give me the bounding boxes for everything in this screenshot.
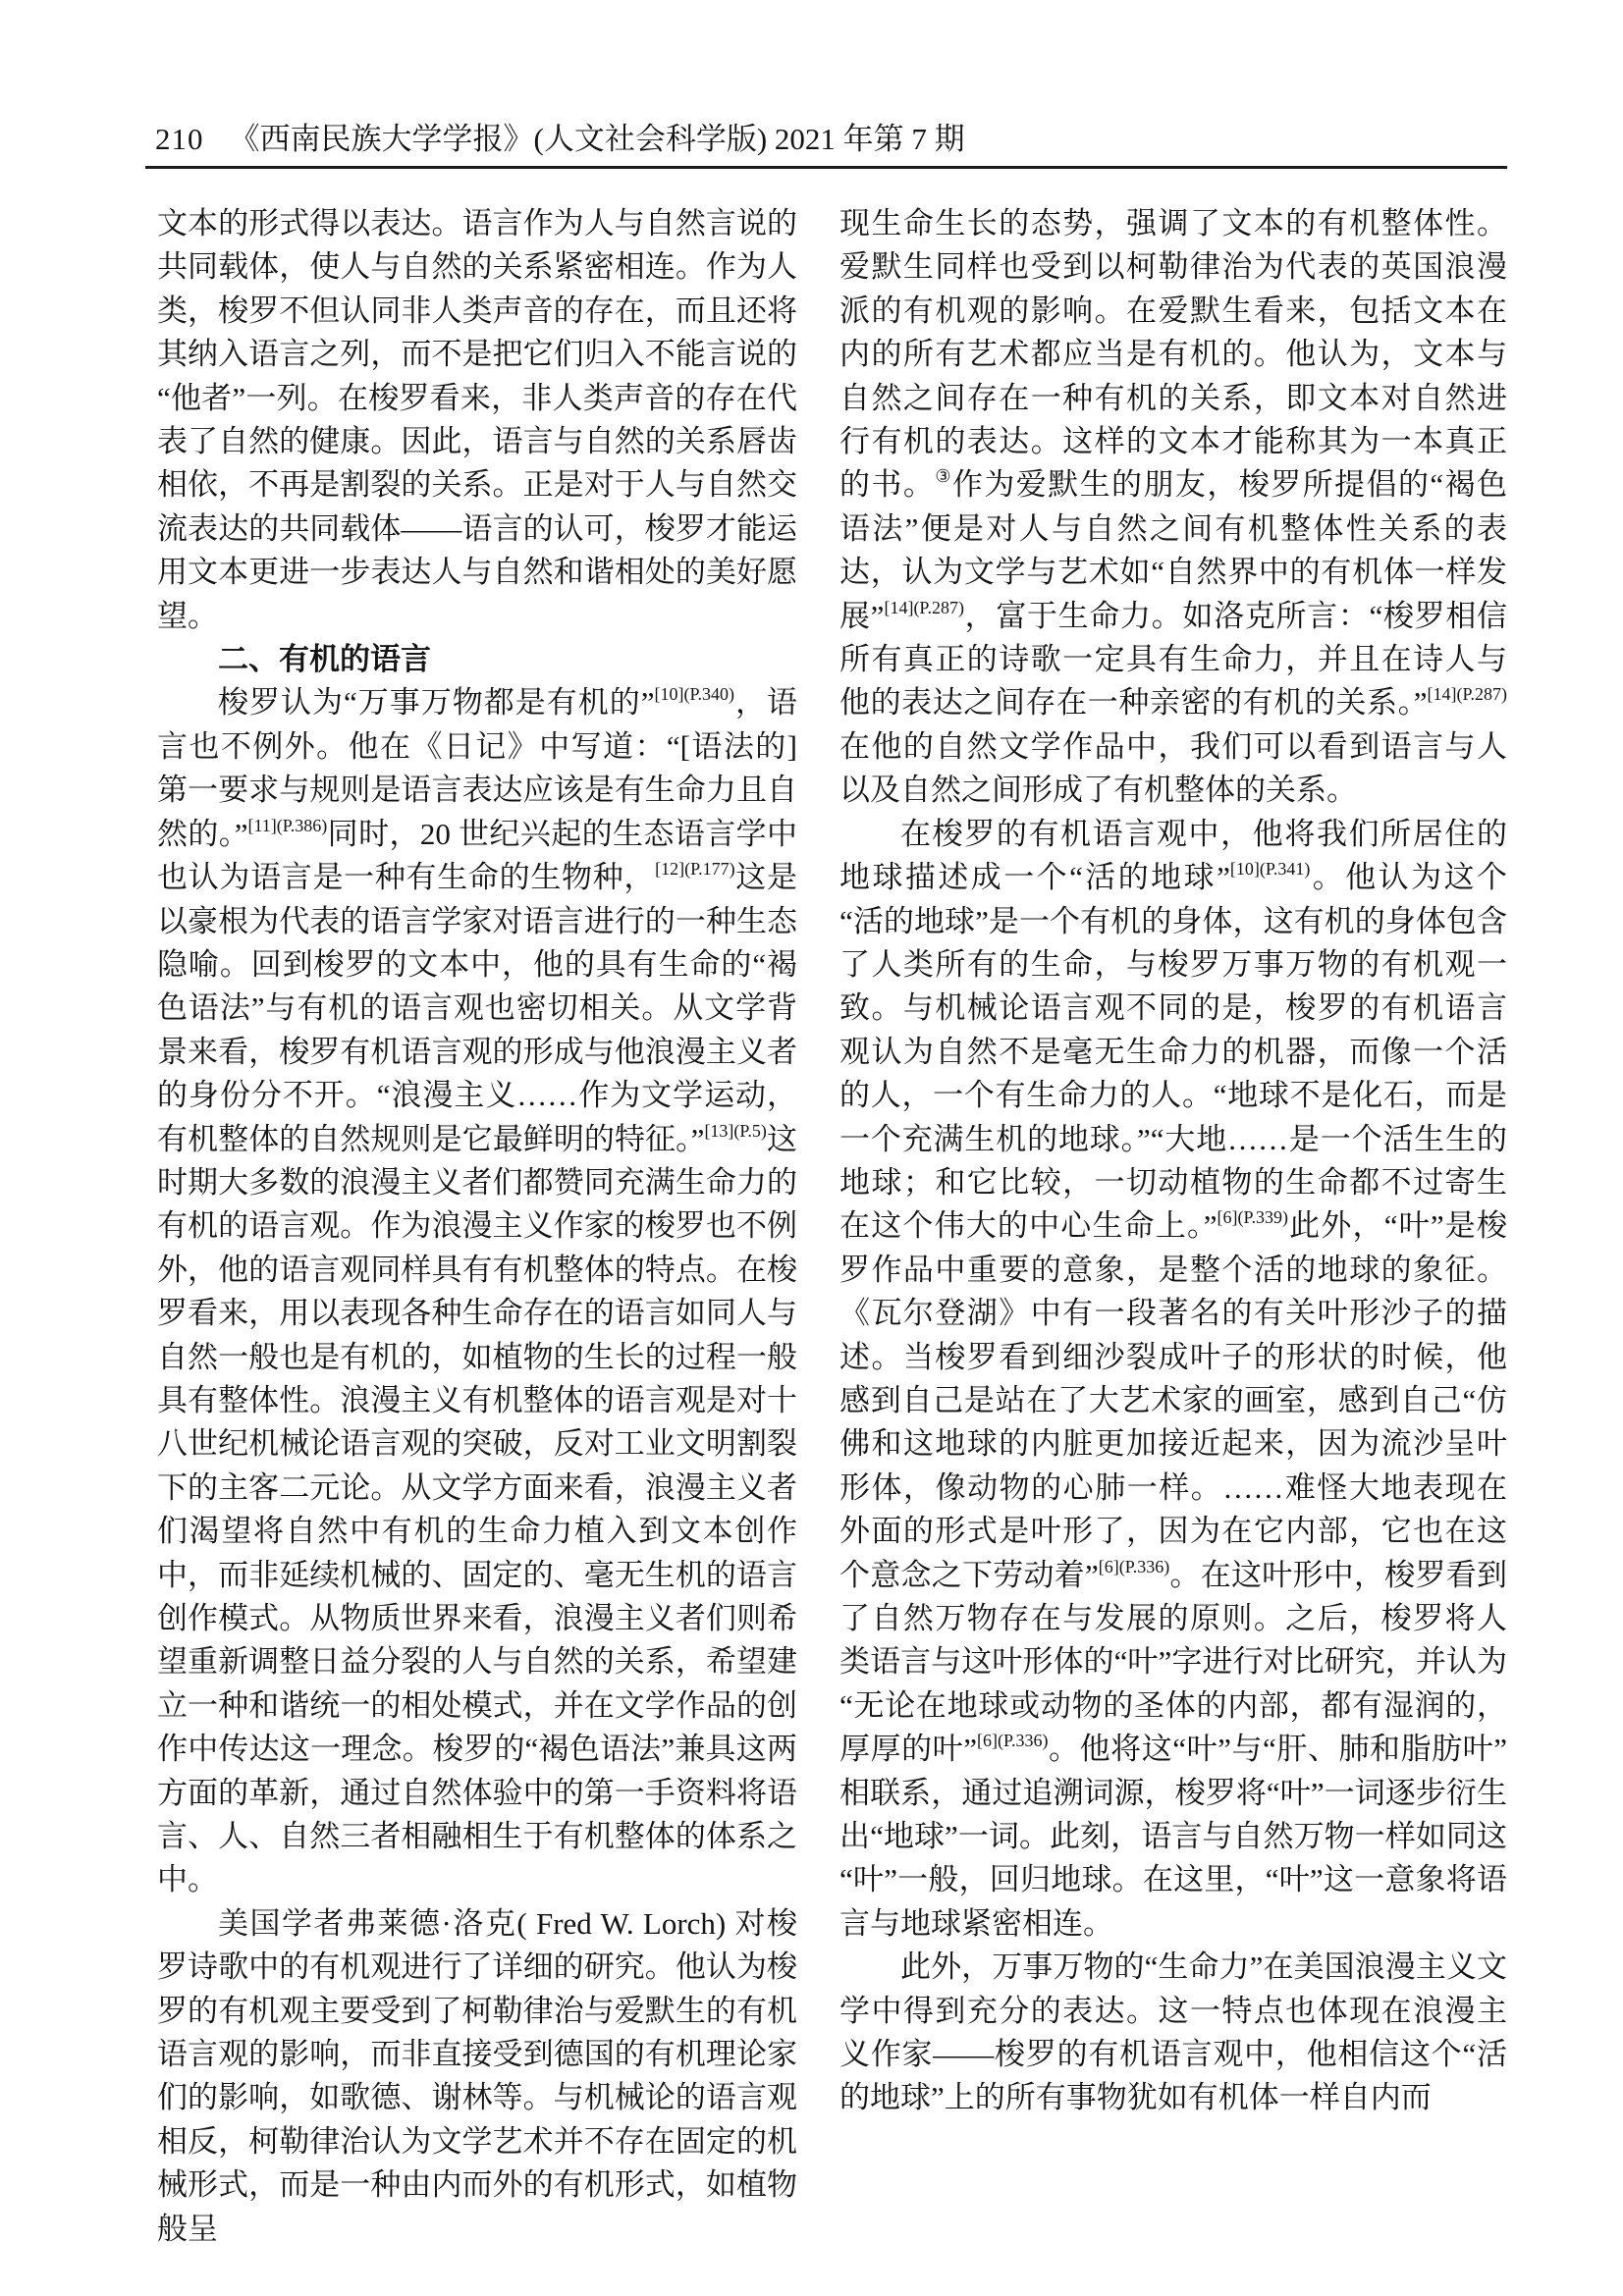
left-column	[157, 202, 797, 2251]
citation-marker: [10](P.340)	[654, 684, 734, 705]
citation-marker: [14](P.287)	[1427, 684, 1507, 705]
citation-marker: [11](P.386)	[247, 815, 328, 835]
footnote-marker: ③	[935, 466, 952, 487]
citation-marker: [6](P.336)	[1098, 1556, 1170, 1576]
citation-marker: [13](P.5)	[704, 1120, 767, 1141]
paragraph: 文本的形式得以表达。语言作为人与自然言说的共同载体，使人与自然的关系紧密相连。作为人类，梭罗不但认同非人类声音的存在，而且还将其纳入语言之列，而不是把它们归入不能言说的“他者”一列。在梭罗看来，非人类声音的存在代表了自然的健康。因此，语言与自然的关系唇齿相依，不再是割裂的关系。正是对于人与自然交流表达的共同载体——语言的认可，梭罗才能运用文本更进一步表达人与自然和谐相处的美好愿望。	[157, 206, 797, 633]
paragraph: 美国学者弗莱德·洛克( Fred W. Lorch) 对梭罗诗歌中的有机观进行了详细的研究。他认为梭罗的有机观主要受到了柯勒律治与爱默生的有机语言观的影响，而非直接受到德国的有机理论家们的影响，如歌德、谢林等。与机械论的语言观相反，柯勒律治认为文学艺术并不存在固定的机械形式，而是一种由内而外的有机形式，如植物般呈	[157, 1905, 797, 2246]
paragraph: 在梭罗的有机语言观中，他将我们所居住的地球描述成一个“活的地球”$^{[10](P.341)}$。他认为这个“活的地球”是一个有机的身体，这有机的身体包含了人类所有的生命，与梭罗万事万物的有机观一致。与机械论语言观不同的是，梭罗的有机语言观认为自然不是毫无生命力的机器，而像一个活的人，一个有生命力的人。“地球不是化石，而是一个充满生机的地球。”“大地……是一个活生生的地球；和它比较，一切动植物的生命都不过寄生在这个伟大的中心生命上。”$^{[6](P.339)}$此外，“叶”是梭罗作品中重要的意象，是整个活的地球的象征。《瓦尔登湖》中有一段著名的有关叶形沙子的描述。当梭罗看到细沙裂成叶子的形状的时候，他感到自己是站在了大艺术家的画室，感到自己“仿佛和这地球的内脏更加接近起来，因为流沙呈叶形体，像动物的心肺一样。……难怪大地表现在外面的形式是叶形了，因为在它内部，它也在这个意念之下劳动着”$^{[6](P.336)}$。在这叶形中，梭罗看到了自然万物存在与发展的原则。之后，梭罗将人类语言与这叶形体的“叶”字进行对比研究，并认为“无论在地球或动物的圣体的内部，都有湿润的，厚厚的叶”$^{[6](P.336)}$。他将这“叶”与“肝、肺和脂肪叶”相联系，通过追溯词源，梭罗将“叶”一词逐步衍生出“地球”一词。此刻，语言与自然万物一样如同这“叶”一般，回归地球。在这里，“叶”这一意象将语言与地球紧密相连。	[839, 816, 1508, 1941]
paragraph: 现生命生长的态势，强调了文本的有机整体性。爱默生同样也受到以柯勒律治为代表的英国浪漫派的有机观的影响。在爱默生看来，包括文本在内的所有艺术都应当是有机的。他认为，文本与自然之间存在一种有机的关系，即文本对自然进行有机的表达。这样的文本才能称其为一本真正的书。③作为爱默生的朋友，梭罗所提倡的“褐色语法”便是对人与自然之间有机整体性关系的表达，认为文学与艺术如“自然界中的有机体一样发展”$^{[14](P.287)}$，富于生命力。如洛克所言：“梭罗相信所有真正的诗歌一定具有生命力，并且在诗人与他的表达之间存在一种亲密的有机的关系。”$^{[14](P.287)}$在他的自然文学作品中，我们可以看到语言与人以及自然之间形成了有机整体的关系。	[839, 206, 1508, 808]
header-rule	[145, 166, 1507, 169]
paragraph: 梭罗认为“万事万物都是有机的”$^{[10](P.340)}$，语言也不例外。他在《日记》中写道：“[语法的]第一要求与规则是语言表达应该是有生命力且自然的。”$^{[11](P.386)}$同时，20 世纪兴起的生态语言学中也认为语言是一种有生命的生物种，$^{[12](P.177)}$这是以豪根为代表的语言学家对语言进行的一种生态隐喻。回到梭罗的文本中，他的具有生命的“褐色语法”与有机的语言观也密切相关。从文学背景来看，梭罗有机语言观的形成与他浪漫主义者的身份分不开。“浪漫主义……作为文学运动，有机整体的自然规则是它最鲜明的特征。”$^{[13](P.5)}$这时期大多数的浪漫主义者们都赞同充满生命力的有机的语言观。作为浪漫主义作家的梭罗也不例外，他的语言观同样具有有机整体的特点。在梭罗看来，用以表现各种生命存在的语言如同人与自然一般也是有机的，如植物的生长的过程一般具有整体性。浪漫主义有机整体的语言观是对十八世纪机械论语言观的突破，反对工业文明割裂下的主客二元论。从文学方面来看，浪漫主义者们渴望将自然中有机的生命力植入到文本创作中，而非延续机械的、固定的、毫无生机的语言创作模式。从物质世界来看，浪漫主义者们则希望重新调整日益分裂的人与自然的关系，希望建立一种和谐统一的相处模式，并在文学作品的创作中传达这一理念。梭罗的“褐色语法”兼具这两方面的革新，通过自然体验中的第一手资料将语言、人、自然三者相融相生于有机整体的体系之中。	[157, 684, 798, 1897]
citation-marker: [12](P.177)	[655, 859, 735, 880]
citation-marker: [14](P.287)	[884, 597, 964, 617]
paragraph: 此外，万事万物的“生命力”在美国浪漫主义文学中得到充分的表达。这一特点也体现在浪漫主义作家——梭罗的有机语言观中，他相信这个“活的地球”上的所有事物犹如有机体一样自内而	[839, 1949, 1507, 2115]
page-header	[155, 122, 1507, 157]
page-body	[157, 202, 1507, 2251]
citation-marker: [6](P.339)	[1217, 1207, 1288, 1228]
page-number: 210	[155, 122, 204, 156]
journal-title: 《西南民族大学学报》(人文社会科学版) 2021 年第 7 期	[229, 122, 965, 156]
right-column	[839, 202, 1507, 2251]
citation-marker: [6](P.336)	[977, 1731, 1049, 1751]
section-heading: 二、有机的语言	[218, 642, 431, 677]
citation-marker: [10](P.341)	[1229, 859, 1311, 880]
